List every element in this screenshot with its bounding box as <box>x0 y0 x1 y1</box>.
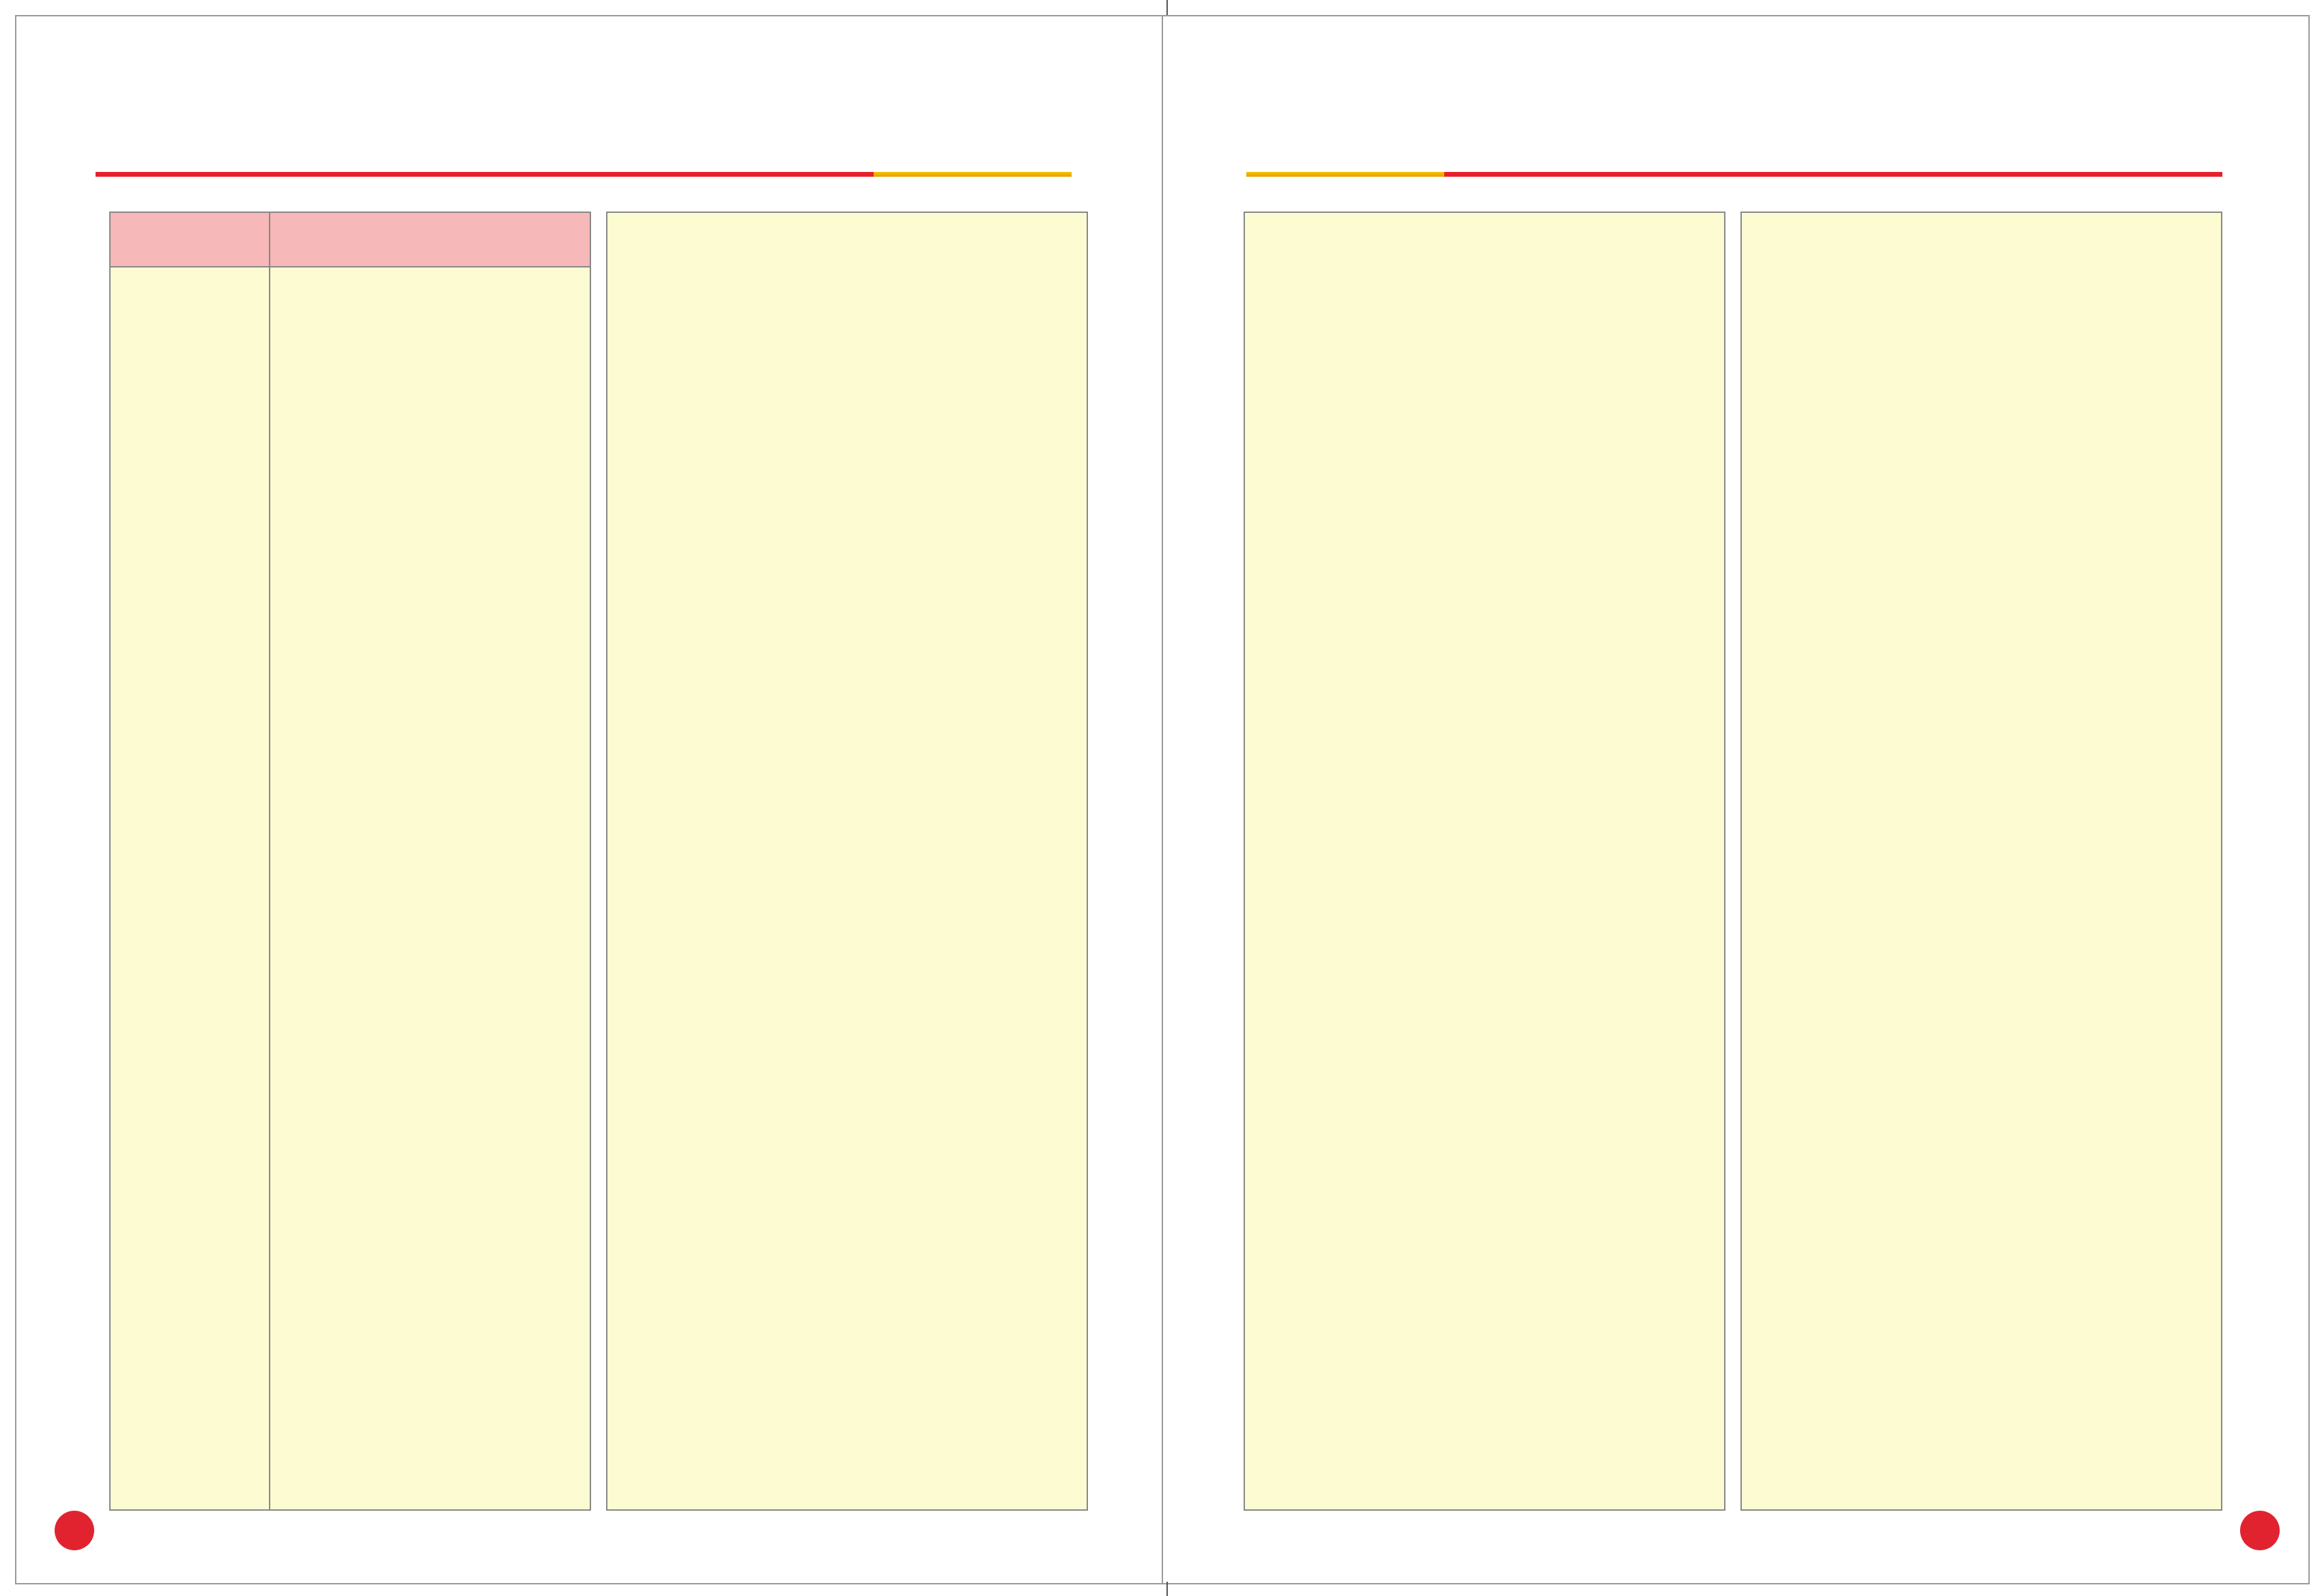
crop-mark-top <box>1166 0 1168 15</box>
right-rule-red <box>1444 172 2222 177</box>
column-divider <box>269 213 270 1509</box>
header-product-code <box>111 213 269 266</box>
profile-table-1 <box>109 212 591 1511</box>
table-header <box>111 213 590 267</box>
profile-table-4 <box>1740 212 2222 1511</box>
profile-table-2 <box>606 212 1088 1511</box>
page-number-left <box>55 1511 94 1550</box>
crop-mark-bottom <box>1166 1582 1168 1596</box>
right-rule-gold <box>1246 172 1444 177</box>
profile-table-3 <box>1244 212 1725 1511</box>
header-product-drawing <box>269 213 590 266</box>
left-rule-red <box>96 172 874 177</box>
left-rule-gold <box>874 172 1072 177</box>
page-number-right <box>2240 1511 2280 1550</box>
